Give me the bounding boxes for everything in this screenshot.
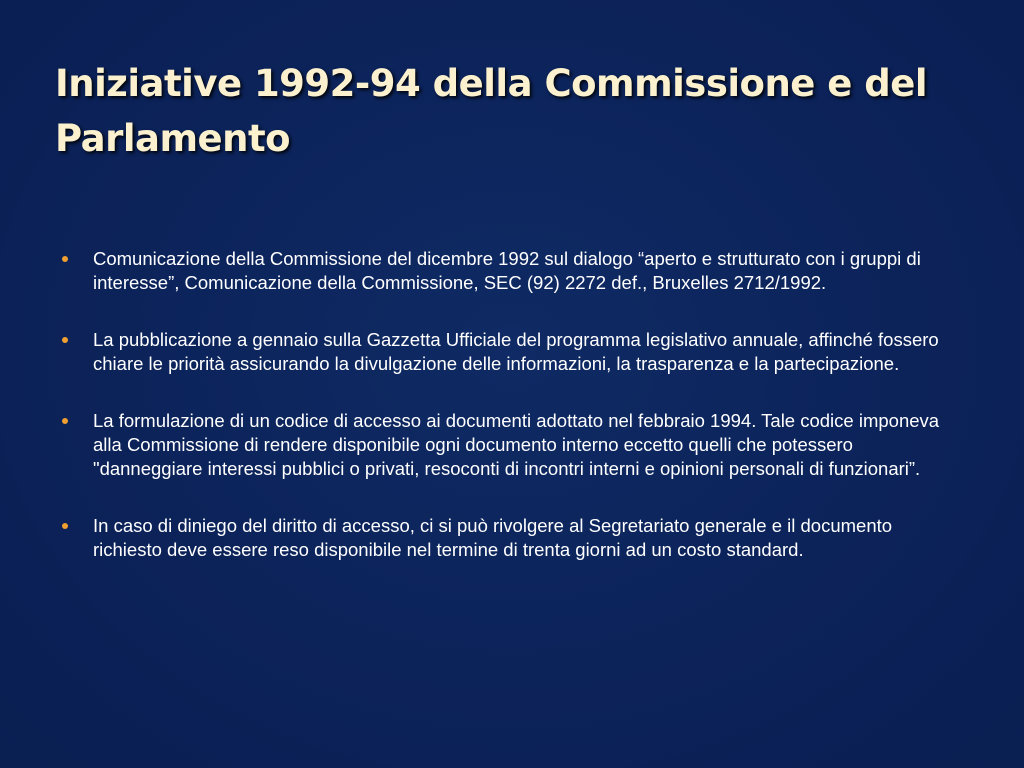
bullet-item-2 [60,328,965,375]
bullet-dot-icon [62,418,68,424]
slide-title: Iniziative 1992-94 della Commissione e del Parlamento [55,62,928,160]
bullet-dot-icon [62,337,68,343]
bullet-item-4 [60,514,965,561]
bullet-text: In caso di diniego del diritto di accesso, ci si può rivolgere al Segretariato generale e il documento richiesto deve essere reso disponibile nel termine di trenta giorni ad un costo standard. [93,515,893,560]
bullet-text: Comunicazione della Commissione del dicembre 1992 sul dialogo “aperto e strutturato con i gruppi di interesse”, Comunicazione della Commissione, SEC (92) 2272 def., Bruxelles 2712/1992. [93,248,921,293]
bullet-text: La pubblicazione a gennaio sulla Gazzetta Ufficiale del programma legislativo annuale, affinché fossero chiare le priorità assicurando la divulgazione delle informazioni, la trasparenza e la partecipazione. [93,329,939,374]
bullet-text: La formulazione di un codice di accesso ai documenti adottato nel febbraio 1994. Tale codice imponeva alla Commissione di rendere disponibile ogni documento interno eccetto quelli che potessero "danneggiare interessi pubblici o privati, resoconti di incontri interni e opinioni personali di funzionari”. [93,410,940,479]
bullet-item-3 [60,409,965,480]
bullet-item-1 [60,247,965,294]
bullet-dot-icon [62,523,68,529]
bullet-list [60,247,965,595]
bullet-dot-icon [62,256,68,262]
